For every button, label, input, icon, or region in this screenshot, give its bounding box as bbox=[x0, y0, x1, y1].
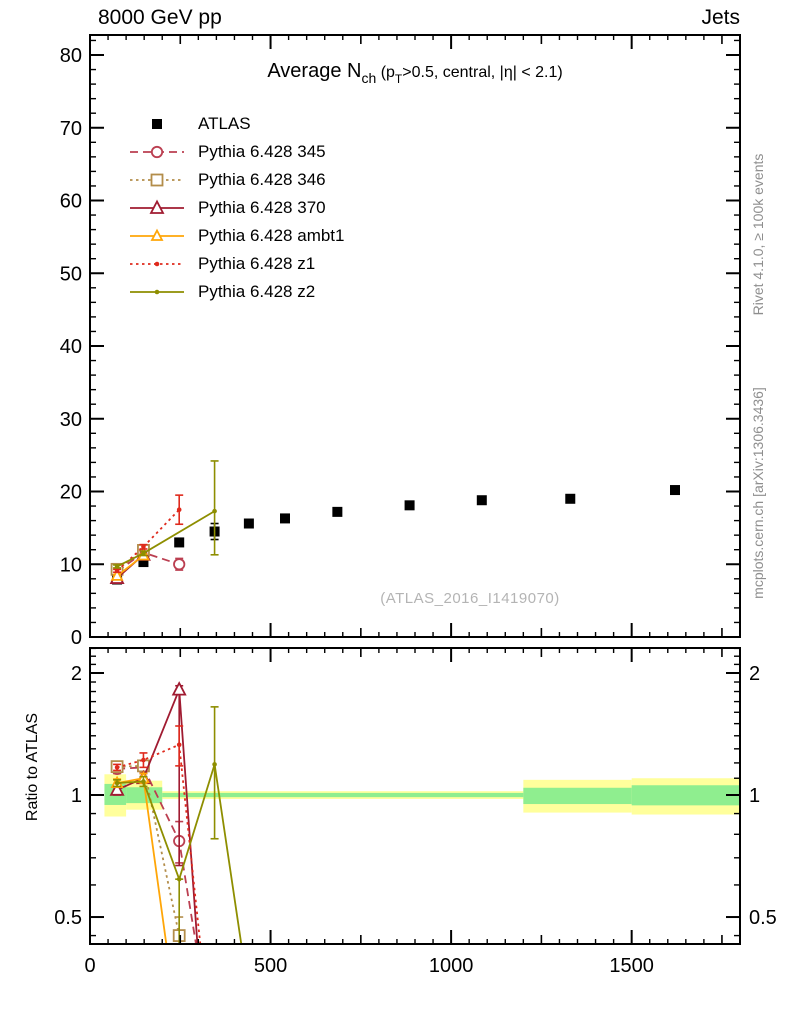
legend-item-ambt1 bbox=[128, 222, 344, 250]
rivet-version-note: Rivet 4.1.0, ≥ 100k events bbox=[750, 153, 766, 316]
ambt1-marker-icon bbox=[128, 226, 186, 246]
legend-label: Pythia 6.428 346 bbox=[198, 170, 326, 189]
main-series-atlas bbox=[112, 485, 680, 584]
y-tick-label: 2 bbox=[70, 662, 82, 685]
legend-label: Pythia 6.428 z1 bbox=[198, 254, 316, 273]
y-tick-label: 1 bbox=[70, 785, 82, 808]
p346-marker-icon bbox=[128, 170, 186, 190]
y-tick-label-right: 2 bbox=[749, 662, 761, 685]
y-tick-label-right: 1 bbox=[749, 785, 761, 808]
legend-item-z1 bbox=[128, 250, 344, 278]
legend-label: Pythia 6.428 370 bbox=[198, 198, 326, 217]
beam-label: 8000 GeV pp bbox=[98, 6, 222, 29]
analysis-group-label: Jets bbox=[701, 6, 740, 29]
mcplots-citation-note: mcplots.cern.ch [arXiv:1306.3436] bbox=[750, 387, 766, 599]
plot-title-fragment: >0.5, central, |η| < 2.1) bbox=[402, 64, 563, 81]
legend-label: ATLAS bbox=[198, 114, 251, 133]
y-tick-label: 20 bbox=[59, 481, 82, 504]
legend-label: Pythia 6.428 345 bbox=[198, 142, 326, 161]
x-tick-label: 0 bbox=[84, 955, 96, 977]
y-tick-label-right: 0.5 bbox=[749, 907, 777, 930]
y-tick-label: 30 bbox=[59, 408, 82, 431]
plot-title bbox=[90, 60, 740, 86]
p345-marker-icon bbox=[128, 142, 186, 162]
legend-item-atlas bbox=[128, 110, 344, 138]
y-tick-label: 0 bbox=[70, 627, 82, 649]
legend-label: Pythia 6.428 ambt1 bbox=[198, 226, 345, 245]
x-tick-label: 500 bbox=[253, 955, 288, 977]
atlas-marker-icon bbox=[128, 114, 186, 134]
y-tick-label: 50 bbox=[59, 263, 82, 286]
ratio-plot bbox=[54, 648, 777, 977]
y-tick-label: 60 bbox=[59, 190, 82, 213]
uncertainty-band-inner bbox=[162, 793, 523, 797]
y-tick-label: 10 bbox=[59, 554, 82, 577]
uncertainty-band-inner bbox=[632, 785, 740, 805]
ratio-series-p370 bbox=[111, 683, 198, 956]
plot-title-fragment: Average N bbox=[267, 60, 362, 82]
analysis-id-watermark: (ATLAS_2016_I1419070) bbox=[380, 590, 560, 607]
main-series-z2 bbox=[113, 461, 218, 569]
legend-item-z2 bbox=[128, 278, 344, 306]
legend-item-p346 bbox=[128, 166, 344, 194]
z2-marker-icon bbox=[128, 282, 186, 302]
legend-item-p370 bbox=[128, 194, 344, 222]
legend bbox=[128, 110, 344, 306]
z1-marker-icon bbox=[128, 254, 186, 274]
ratio-axis-label: Ratio to ATLAS bbox=[24, 712, 41, 822]
y-tick-label: 80 bbox=[59, 45, 82, 68]
plot-title-fragment: ch bbox=[361, 70, 377, 86]
plot-title-fragment: T bbox=[394, 72, 403, 86]
legend-item-p345 bbox=[128, 138, 344, 166]
legend-label: Pythia 6.428 z2 bbox=[198, 282, 316, 301]
y-tick-label: 40 bbox=[59, 336, 82, 359]
x-tick-label: 1000 bbox=[428, 955, 474, 977]
ratio-series-z1 bbox=[113, 726, 202, 956]
plot-title-fragment: (p bbox=[376, 64, 395, 81]
p370-marker-icon bbox=[128, 198, 186, 218]
x-tick-label: 1500 bbox=[609, 955, 654, 977]
y-tick-label: 70 bbox=[59, 117, 82, 140]
y-tick-label: 0.5 bbox=[54, 907, 82, 930]
uncertainty-band-inner bbox=[523, 788, 631, 804]
